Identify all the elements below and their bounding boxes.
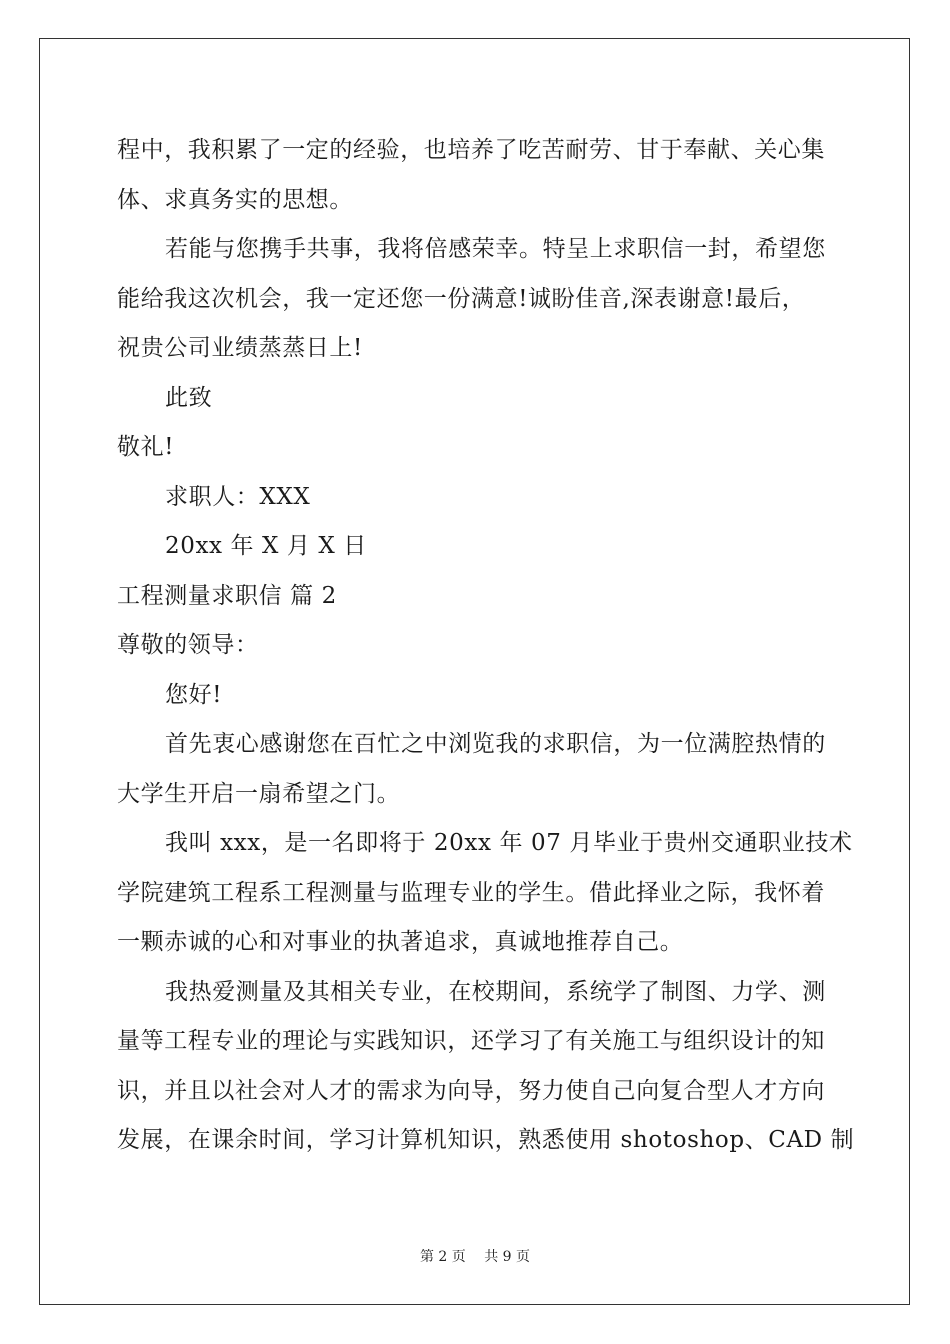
text-line: 尊敬的领导： [117, 632, 259, 658]
text-line: 我热爱测量及其相关专业，在校期间，系统学了制图、力学、测 [165, 978, 826, 1005]
text-line: 程中，我积累了一定的经验，也培养了吃苦耐劳、甘于奉献、关心集 [117, 137, 825, 163]
text-line: 敬礼! [117, 434, 175, 460]
text-line: 体、求真务实的思想。 [117, 186, 353, 213]
text-line: 求职人：XXX [165, 483, 311, 510]
document-body [117, 126, 855, 1166]
page-total: 共 9 页 [484, 1249, 531, 1265]
text-line: 20xx 年 X 月 X 日 [165, 533, 367, 559]
text-line: 祝贵公司业绩蒸蒸日上! [117, 335, 363, 361]
text-line: 工程测量求职信 篇 2 [117, 582, 337, 609]
text-line: 一颗赤诚的心和对事业的执著追求，真诚地推荐自己。 [117, 929, 684, 955]
text-line: 此致 [165, 384, 213, 411]
text-line: 首先衷心感谢您在百忙之中浏览我的求职信，为一位满腔热情的 [165, 731, 826, 757]
text-line: 大学生开启一扇希望之门。 [117, 780, 401, 807]
text-line: 量等工程专业的理论与实践知识，还学习了有关施工与组织设计的知 [117, 1028, 825, 1054]
text-line: 发展，在课余时间，学习计算机知识，熟悉使用 shotoshop、CAD 制 [117, 1127, 855, 1153]
text-line: 能给我这次机会，我一定还您一份满意!诚盼佳音,深表谢意!最后， [117, 285, 806, 312]
text-line: 识，并且以社会对人才的需求为向导，努力使自己向复合型人才方向 [117, 1077, 825, 1104]
text-line: 我叫 xxx，是一名即将于 20xx 年 07 月毕业于贵州交通职业技术 [165, 830, 853, 856]
text-line: 学院建筑工程系工程测量与监理专业的学生。借此择业之际，我怀着 [117, 879, 825, 906]
text-line: 若能与您携手共事，我将倍感荣幸。特呈上求职信一封，希望您 [165, 236, 826, 262]
text-line: 您好! [165, 681, 223, 708]
page-footer [0, 1246, 950, 1266]
page-number: 第 2 页 [419, 1249, 466, 1265]
